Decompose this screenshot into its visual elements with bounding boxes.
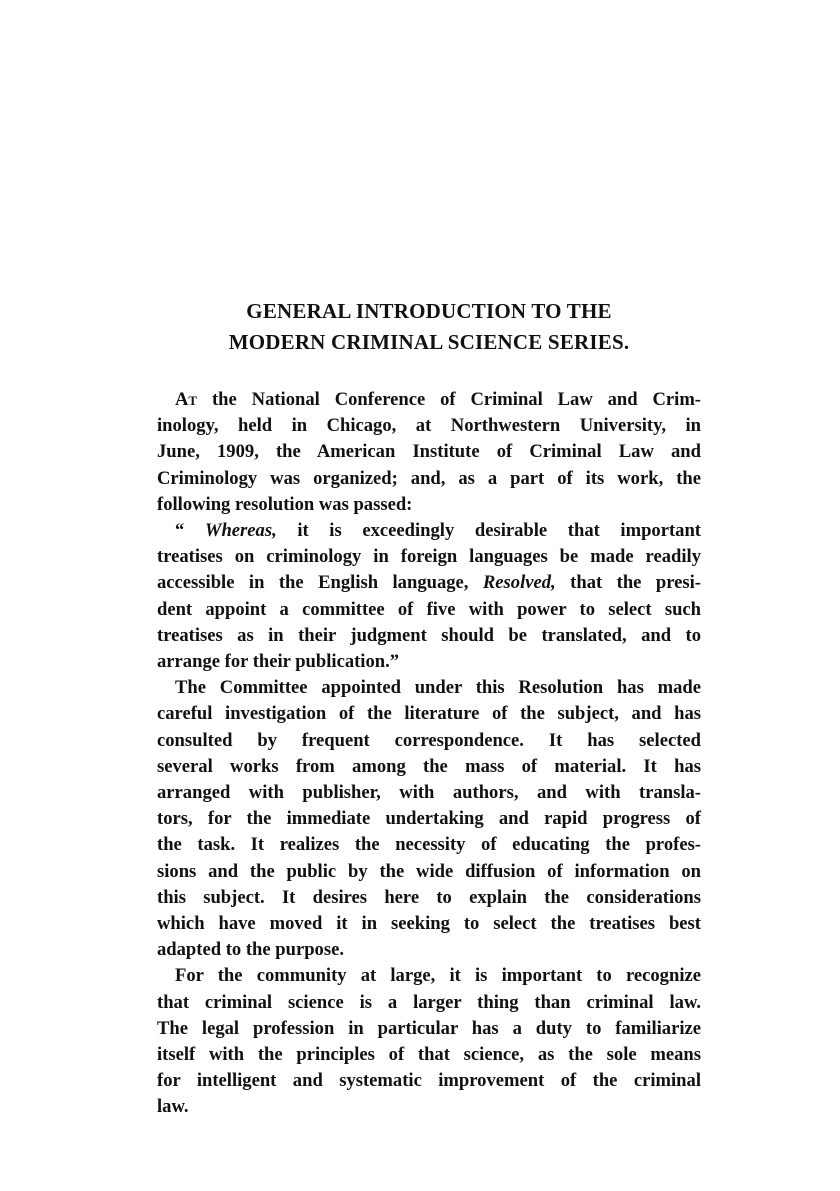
title-line-2: MODERN CRIMINAL SCIENCE SERIES. [228, 330, 630, 354]
small-caps-lead: At [175, 389, 198, 410]
paragraph-community [157, 963, 701, 1120]
text-fragment: accessible in the English language, [157, 572, 483, 594]
text-fragment: that the presi- [555, 572, 701, 594]
text-line: sions and the public by the wide diffusion of information on [157, 860, 701, 882]
text-line: which have moved it in seeking to select the treatises best [157, 913, 701, 935]
text-line: this subject. It desires here to explain the considerations [157, 886, 701, 908]
text-line: adapted to the purpose. [157, 939, 344, 961]
text-line: consulted by frequent correspondence. It has selected [157, 729, 701, 751]
paragraph-conference [157, 387, 701, 518]
text-line: For the community at large, it is important to recognize [175, 965, 701, 987]
text-line: dent appoint a committee of five with power to select such [157, 598, 701, 620]
title-line-1: GENERAL INTRODUCTION TO THE [246, 299, 612, 323]
text-line: treatises as in their judgment should be translated, and to [157, 624, 701, 646]
text-line [157, 570, 701, 596]
text-line: law. [157, 1096, 189, 1118]
text-line: itself with the principles of that science, as the sole means [157, 1044, 701, 1066]
text-line: several works from among the mass of material. It has [157, 755, 701, 777]
text-line: treatises on criminology in foreign languages be made readily [157, 546, 701, 568]
italic-whereas: Whereas, [204, 520, 277, 542]
text-line: that criminal science is a larger thing than criminal law. [157, 991, 701, 1013]
text-line: for intelligent and systematic improvement of the criminal [157, 1070, 701, 1092]
text-fragment: the National Conference of Criminal Law and Crim- [197, 389, 701, 410]
text-line: following resolution was passed: [157, 493, 413, 515]
text-line: arrange for their publication.” [157, 651, 400, 673]
text-line: The legal profession in particular has a duty to familiarize [157, 1017, 701, 1039]
italic-resolved: Resolved, [482, 572, 556, 594]
text-line: tors, for the immediate undertaking and rapid progress of [157, 808, 701, 830]
paragraph-resolution [157, 518, 701, 675]
text-fragment: it is exceedingly desirable that important [276, 520, 701, 542]
document-page [157, 296, 701, 1121]
text-line [157, 518, 701, 544]
text-line: June, 1909, the American Institute of Criminal Law and [157, 441, 701, 463]
text-line: inology, held in Chicago, at Northwestern University, in [157, 415, 701, 437]
text-line: Criminology was organized; and, as a part of its work, the [157, 467, 701, 489]
paragraph-committee [157, 675, 701, 963]
open-quote: “ [175, 520, 205, 542]
text-line: The Committee appointed under this Resolution has made [175, 677, 701, 699]
text-line: careful investigation of the literature of the subject, and has [157, 703, 701, 725]
page-title [157, 296, 701, 358]
text-line: the task. It realizes the necessity of educating the profes- [157, 834, 701, 856]
text-line [157, 387, 701, 413]
text-line: arranged with publisher, with authors, and with transla- [157, 782, 701, 804]
